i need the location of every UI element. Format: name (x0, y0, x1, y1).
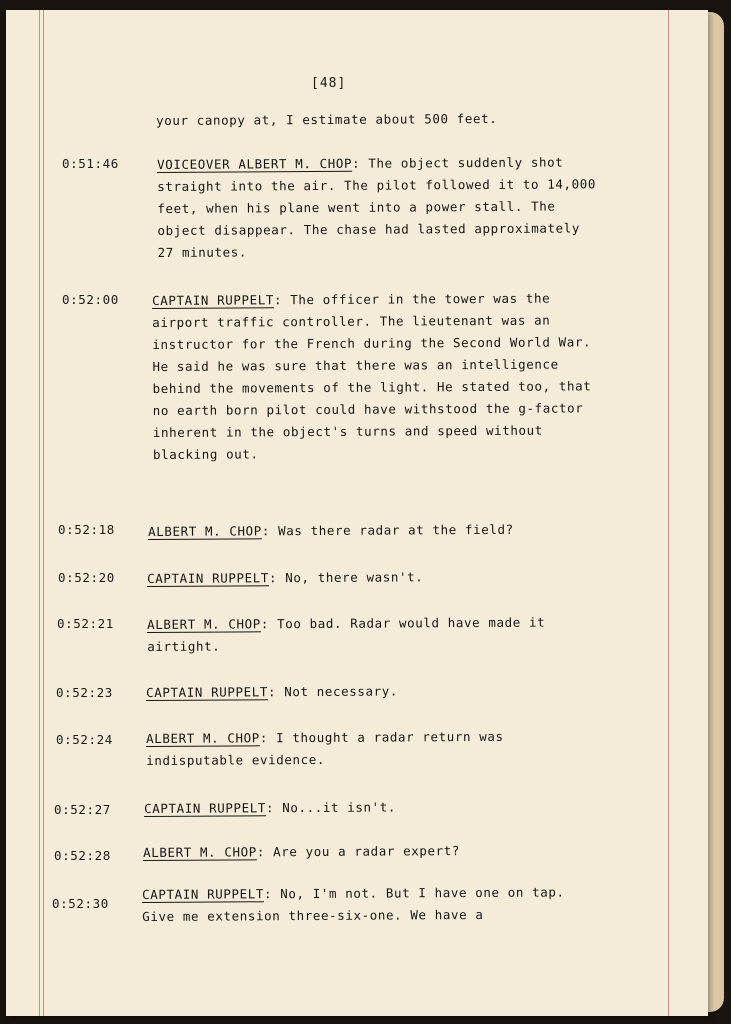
speaker-name: ALBERT M. CHOP (147, 616, 261, 632)
timecode: 0:52:27 (54, 802, 111, 817)
script-entry: CAPTAIN RUPPELT: The officer in the tower was the airport traffic controller. The lieutenant was an instructor for the French during the Second World War. He said he was sure that there was an intelligence behind the movements of the light. He stated too, that no earth born pilot could have withstood the g-factor inherent in the object's turns and speed without blacking out. (152, 290, 592, 462)
dialogue-text: The object suddenly shot straight into the air. The pilot followed it to 14,000 feet, when his plane went into a power stall. The object disappear. The chase had lasted approximately 27 minutes. (157, 154, 597, 260)
script-entry: CAPTAIN RUPPELT: No...it isn't. (144, 799, 397, 816)
dialogue-text: No, there wasn't. (285, 569, 424, 586)
timecode: 0:51:46 (62, 156, 119, 171)
script-entry: CAPTAIN RUPPELT: Not necessary. (146, 683, 399, 700)
speaker-name: VOICEOVER ALBERT M. CHOP (157, 155, 353, 172)
speaker-name: ALBERT M. CHOP (146, 730, 260, 746)
speaker-name: CAPTAIN RUPPELT (146, 684, 268, 700)
dialogue-text: No, I'm not. But I have one on tap. Give me extension three-six-one. We have a (142, 884, 565, 924)
margin-rule-left (39, 10, 40, 1016)
speaker-name: CAPTAIN RUPPELT (144, 800, 266, 816)
timecode: 0:52:20 (58, 570, 115, 585)
script-entry: VOICEOVER ALBERT M. CHOP: The object suddenly shot straight into the air. The pilot followed it to 14,000 feet, when his plane went into a power stall. The object disappear. The chase had lasted approximately 27 minutes. (157, 154, 597, 260)
timecode: 0:52:00 (62, 292, 119, 307)
dialogue-text: Not necessary. (284, 683, 399, 700)
dialogue-text: No...it isn't. (282, 799, 397, 816)
speaker-name: ALBERT M. CHOP (148, 523, 262, 539)
page-number: [48] (311, 76, 347, 91)
timecode: 0:52:28 (54, 848, 111, 863)
dialogue-text: Was there radar at the field? (278, 521, 514, 539)
script-entry: ALBERT M. CHOP: Are you a radar expert? (143, 843, 461, 860)
script-entry: CAPTAIN RUPPELT: No, I'm not. But I have one on tap. Give me extension three-six-one. We have a (142, 884, 565, 924)
script-entry: ALBERT M. CHOP: Was there radar at the field? (148, 521, 514, 539)
script-entry: ALBERT M. CHOP: I thought a radar return was indisputable evidence. (146, 728, 504, 768)
speaker-name: CAPTAIN RUPPELT (142, 886, 264, 902)
timecode: 0:52:24 (56, 732, 113, 747)
timecode: 0:52:18 (58, 522, 115, 537)
dialogue-text: Are you a radar expert? (273, 843, 461, 860)
timecode: 0:52:23 (56, 685, 113, 700)
script-entry (156, 107, 596, 132)
speaker-name: CAPTAIN RUPPELT (147, 570, 269, 586)
script-entry: ALBERT M. CHOP: Too bad. Radar would have made it airtight. (147, 614, 546, 654)
dialogue-text: your canopy at, I estimate about 500 feet. (156, 110, 498, 128)
speaker-name: ALBERT M. CHOP (143, 844, 257, 860)
dialogue-text: The officer in the tower was the airport traffic controller. The lieutenant was an instructor for the French during the Second World War. He said he was sure that there was an intelligence behind the movements of the light. He stated too, that no earth born pilot could have withstood the g-factor inherent in the object's turns and speed without blacking out. (152, 290, 592, 462)
script-page (6, 10, 708, 1016)
timecode: 0:52:30 (52, 896, 109, 911)
timecode: 0:52:21 (57, 616, 114, 631)
script-entry: CAPTAIN RUPPELT: No, there wasn't. (147, 569, 424, 586)
speaker-name: CAPTAIN RUPPELT (152, 292, 274, 308)
dialogue-text: I thought a radar return was indisputable evidence. (146, 728, 504, 768)
margin-rule-right (668, 10, 669, 1016)
margin-rule-left-inner (43, 10, 44, 1016)
dialogue-text: Too bad. Radar would have made it airtight. (147, 614, 546, 654)
